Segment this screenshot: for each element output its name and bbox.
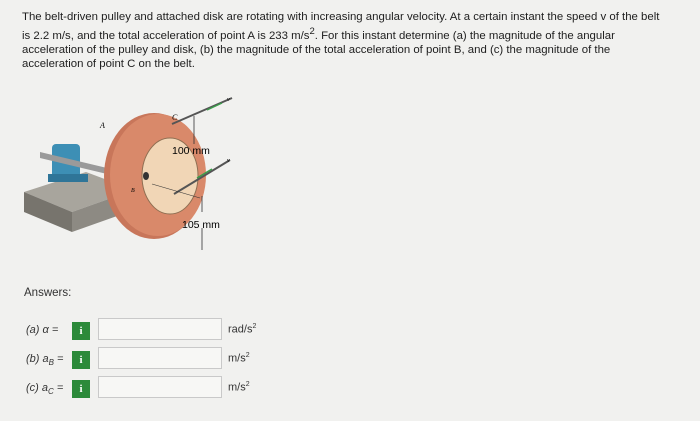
problem-statement (22, 10, 686, 72)
hub (143, 172, 149, 180)
answer-row-b (24, 347, 364, 373)
velocity-arrow-top (207, 103, 222, 110)
problem-line-2: is 2.2 m/s, and the total acceleration of point A is 233 $m/s^2$. For this instant determine (a) the magnitude of the angular (22, 25, 615, 42)
label-a: A (100, 121, 105, 130)
label-v-mid: v (227, 158, 230, 164)
problem-line-4: acceleration of point C on the belt. (22, 58, 195, 71)
dimension-105mm: 105 mm (182, 219, 220, 231)
label-c: C (172, 113, 178, 122)
info-icon[interactable]: i (72, 322, 90, 340)
belt-top (172, 98, 232, 124)
info-icon[interactable]: i (72, 380, 90, 398)
answer-row-a (24, 318, 364, 344)
problem-line-3: acceleration of the pulley and disk, (b) the magnitude of the total acceleration of point B, and (c) the magnitude of the (22, 43, 611, 56)
answer-a-input[interactable] (98, 318, 222, 340)
answers-heading: Answers: (24, 287, 72, 299)
pulley-disk-figure (22, 88, 322, 268)
info-icon[interactable]: i (72, 351, 90, 369)
dimension-100mm: 100 mm (172, 145, 210, 157)
answer-row-c (24, 376, 364, 402)
answer-b-label: (b) $a_B$ = (26, 353, 64, 368)
answer-c-label: (c) $a_C$ = (26, 382, 64, 397)
answer-c-unit: $m/s^2$ (228, 381, 250, 394)
label-v-top: v (227, 97, 230, 103)
problem-line-1: The belt-driven pulley and attached disk are rotating with increasing angular velocity. At a certain instant the speed v of the belt (22, 11, 660, 23)
answer-b-unit: $m/s^2$ (228, 352, 250, 365)
answer-a-unit: rad/$s^2$ (228, 323, 257, 336)
answer-b-input[interactable] (98, 347, 222, 369)
answer-a-label: (a) α = (26, 324, 59, 336)
answer-c-input[interactable] (98, 376, 222, 398)
label-b: B (131, 188, 135, 194)
